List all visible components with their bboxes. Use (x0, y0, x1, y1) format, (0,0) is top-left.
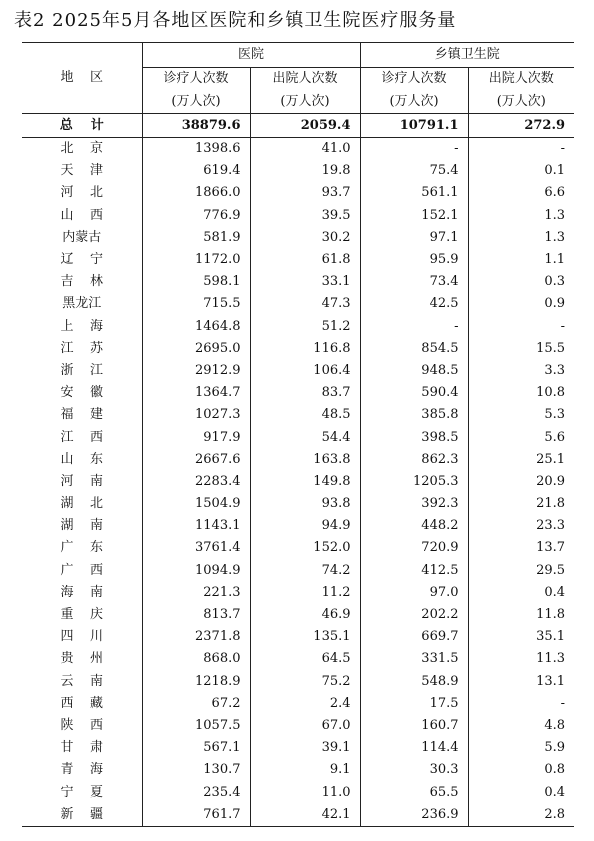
township-visits-value: 561.1 (360, 182, 468, 204)
township-visits-value: 720.9 (360, 537, 468, 559)
hospital-visits-value: 2695.0 (142, 338, 250, 360)
hospital-visits-value: 1057.5 (142, 715, 250, 737)
table-row (22, 626, 574, 648)
township-visits-value: 42.5 (360, 293, 468, 315)
hospital-discharges-value: 67.0 (250, 715, 360, 737)
region-name: 广 东 (60, 540, 104, 556)
township-discharges-value: 25.1 (468, 449, 574, 471)
hospital-visits-value: 813.7 (142, 604, 250, 626)
hospital-visits-value: 1143.1 (142, 515, 250, 537)
township-discharges-value: 272.9 (468, 114, 574, 138)
township-visits-value: 30.3 (360, 759, 468, 781)
table-row (22, 648, 574, 670)
township-visits-value: 385.8 (360, 404, 468, 426)
township-visits-value: 114.4 (360, 737, 468, 759)
township-discharges-value: 35.1 (468, 626, 574, 648)
hospital-visits-value: 917.9 (142, 426, 250, 448)
township-discharges-value: 1.3 (468, 227, 574, 249)
table-body (22, 114, 574, 827)
hospital-discharges-value: 75.2 (250, 671, 360, 693)
table-row (22, 360, 574, 382)
hospital-discharges-value: 2.4 (250, 693, 360, 715)
township-discharges-value: 0.4 (468, 582, 574, 604)
hospital-discharges-value: 39.5 (250, 205, 360, 227)
table-row (22, 426, 574, 448)
hospital-visits-value: 776.9 (142, 205, 250, 227)
table-row (22, 737, 574, 759)
township-discharges-value: 3.3 (468, 360, 574, 382)
table-row (22, 249, 574, 271)
hospital-discharges-value: 41.0 (250, 138, 360, 161)
statistics-table (22, 42, 574, 827)
township-discharges-value: 15.5 (468, 338, 574, 360)
region-name: 云 南 (60, 673, 104, 689)
table-row (22, 382, 574, 404)
table-row (22, 537, 574, 559)
region-name: 内蒙古 (62, 229, 102, 245)
township-visits-value: 10791.1 (360, 114, 468, 138)
table-row (22, 138, 574, 161)
township-discharges-value: 1.3 (468, 205, 574, 227)
region-name: 海 南 (60, 584, 104, 600)
table-row (22, 493, 574, 515)
hospital-discharges-value: 11.2 (250, 582, 360, 604)
township-discharges-value: 0.3 (468, 271, 574, 293)
hospital-discharges-value: 93.7 (250, 182, 360, 204)
region-name: 江 苏 (60, 340, 104, 356)
hospital-discharges-value: 9.1 (250, 759, 360, 781)
hospital-visits-value: 1364.7 (142, 382, 250, 404)
township-discharges-value: 10.8 (468, 382, 574, 404)
unit-label: (万人次) (468, 90, 574, 114)
region-name: 新 疆 (22, 804, 142, 827)
township-discharges-value: - (468, 693, 574, 715)
hospital-discharges-value: 19.8 (250, 160, 360, 182)
hospital-discharges-value: 2059.4 (250, 114, 360, 138)
hospital-discharges-value: 51.2 (250, 316, 360, 338)
township-visits-value: 412.5 (360, 560, 468, 582)
township-visits-value: 17.5 (360, 693, 468, 715)
township-discharges-value: 11.3 (468, 648, 574, 670)
hospital-visits-value: 761.7 (142, 804, 250, 827)
table-row (22, 404, 574, 426)
hospital-visits-value: 130.7 (142, 759, 250, 781)
hospital-visits-value: 1464.8 (142, 316, 250, 338)
township-discharges-value: 0.8 (468, 759, 574, 781)
table-row (22, 759, 574, 781)
township-visits-value: 331.5 (360, 648, 468, 670)
table-header (22, 43, 574, 114)
township-visits-value: - (360, 138, 468, 161)
hospital-discharges-value: 42.1 (250, 804, 360, 827)
township-visits-header: 诊疗人次数 (360, 68, 468, 91)
region-name: 江 西 (60, 429, 104, 445)
hospital-discharges-value: 163.8 (250, 449, 360, 471)
region-name: 黑龙江 (62, 296, 102, 312)
table-row (22, 227, 574, 249)
township-visits-value: - (360, 316, 468, 338)
hospital-discharges-value: 54.4 (250, 426, 360, 448)
table-row (22, 515, 574, 537)
hospital-discharges-value: 94.9 (250, 515, 360, 537)
table-row (22, 205, 574, 227)
region-name: 天 津 (60, 163, 104, 179)
region-name: 陕 西 (60, 717, 104, 733)
township-visits-value: 75.4 (360, 160, 468, 182)
hospital-visits-value: 1218.9 (142, 671, 250, 693)
hospital-visits-value: 1094.9 (142, 560, 250, 582)
hospital-discharges-value: 48.5 (250, 404, 360, 426)
table-row (22, 182, 574, 204)
region-name: 湖 南 (60, 518, 104, 534)
hospital-discharges-value: 152.0 (250, 537, 360, 559)
region-name: 浙 江 (60, 362, 104, 378)
hospital-visits-value: 2667.6 (142, 449, 250, 471)
hospital-visits-value: 2912.9 (142, 360, 250, 382)
unit-label: (万人次) (250, 90, 360, 114)
table-row (22, 604, 574, 626)
hospital-discharges-value: 83.7 (250, 382, 360, 404)
unit-label: (万人次) (142, 90, 250, 114)
township-visits-value: 160.7 (360, 715, 468, 737)
hospital-visits-value: 221.3 (142, 582, 250, 604)
region-name: 青 海 (60, 762, 104, 778)
township-visits-value: 448.2 (360, 515, 468, 537)
hospital-discharges-value: 64.5 (250, 648, 360, 670)
township-discharges-value: 5.6 (468, 426, 574, 448)
hospital-discharges-value: 33.1 (250, 271, 360, 293)
hospital-discharges-header: 出院人次数 (250, 68, 360, 91)
table-row (22, 693, 574, 715)
township-visits-value: 854.5 (360, 338, 468, 360)
township-group-header: 乡镇卫生院 (360, 43, 574, 68)
township-visits-value: 1205.3 (360, 471, 468, 493)
hospital-discharges-value: 47.3 (250, 293, 360, 315)
region-name: 北 京 (60, 141, 104, 157)
region-name: 河 北 (60, 185, 104, 201)
table-row (22, 582, 574, 604)
hospital-visits-value: 567.1 (142, 737, 250, 759)
hospital-discharges-value: 106.4 (250, 360, 360, 382)
region-name: 吉 林 (60, 274, 104, 290)
township-discharges-value: 29.5 (468, 560, 574, 582)
township-discharges-value: 20.9 (468, 471, 574, 493)
township-discharges-value: 1.1 (468, 249, 574, 271)
township-discharges-value: 0.4 (468, 781, 574, 803)
township-discharges-value: 2.8 (468, 804, 574, 827)
hospital-visits-value: 598.1 (142, 271, 250, 293)
hospital-visits-value: 67.2 (142, 693, 250, 715)
region-name: 上 海 (60, 318, 104, 334)
table-row (22, 449, 574, 471)
hospital-visits-value: 1398.6 (142, 138, 250, 161)
township-visits-value: 590.4 (360, 382, 468, 404)
township-discharges-value: 11.8 (468, 604, 574, 626)
table-row (22, 293, 574, 315)
township-visits-value: 73.4 (360, 271, 468, 293)
hospital-discharges-value: 30.2 (250, 227, 360, 249)
region-name: 总 计 (22, 114, 142, 138)
table-row (22, 560, 574, 582)
township-visits-value: 669.7 (360, 626, 468, 648)
township-visits-value: 152.1 (360, 205, 468, 227)
hospital-visits-value: 581.9 (142, 227, 250, 249)
hospital-visits-value: 2283.4 (142, 471, 250, 493)
region-name: 辽 宁 (60, 252, 104, 268)
township-visits-value: 392.3 (360, 493, 468, 515)
township-visits-value: 97.1 (360, 227, 468, 249)
hospital-visits-value: 1172.0 (142, 249, 250, 271)
township-discharges-value: 23.3 (468, 515, 574, 537)
hospital-discharges-value: 39.1 (250, 737, 360, 759)
unit-label: (万人次) (360, 90, 468, 114)
township-visits-value: 948.5 (360, 360, 468, 382)
region-name: 河 南 (60, 473, 104, 489)
hospital-visits-value: 3761.4 (142, 537, 250, 559)
hospital-discharges-value: 74.2 (250, 560, 360, 582)
township-discharges-value: 6.6 (468, 182, 574, 204)
township-discharges-value: 13.7 (468, 537, 574, 559)
region-name: 安 徽 (60, 385, 104, 401)
region-name: 四 川 (60, 629, 104, 645)
hospital-visits-value: 38879.6 (142, 114, 250, 138)
township-discharges-value: 0.9 (468, 293, 574, 315)
hospital-visits-value: 1027.3 (142, 404, 250, 426)
hospital-discharges-value: 46.9 (250, 604, 360, 626)
hospital-discharges-value: 149.8 (250, 471, 360, 493)
table-row (22, 804, 574, 827)
hospital-visits-value: 235.4 (142, 781, 250, 803)
region-name: 甘 肃 (60, 740, 104, 756)
township-discharges-value: 0.1 (468, 160, 574, 182)
township-discharges-value: 21.8 (468, 493, 574, 515)
township-visits-value: 97.0 (360, 582, 468, 604)
region-name: 广 西 (60, 562, 104, 578)
table-row (22, 781, 574, 803)
hospital-visits-value: 1504.9 (142, 493, 250, 515)
hospital-discharges-value: 61.8 (250, 249, 360, 271)
township-visits-value: 65.5 (360, 781, 468, 803)
region-name: 宁 夏 (60, 784, 104, 800)
township-discharges-header: 出院人次数 (468, 68, 574, 91)
township-discharges-value: - (468, 138, 574, 161)
hospital-visits-value: 715.5 (142, 293, 250, 315)
hospital-discharges-value: 11.0 (250, 781, 360, 803)
region-name: 山 西 (60, 207, 104, 223)
region-name: 山 东 (60, 451, 104, 467)
hospital-discharges-value: 135.1 (250, 626, 360, 648)
hospital-visits-value: 2371.8 (142, 626, 250, 648)
region-name: 湖 北 (60, 496, 104, 512)
total-row (22, 114, 574, 138)
table-row (22, 338, 574, 360)
region-name: 贵 州 (60, 651, 104, 667)
hospital-discharges-value: 116.8 (250, 338, 360, 360)
hospital-visits-value: 1866.0 (142, 182, 250, 204)
table-row (22, 316, 574, 338)
township-discharges-value: 5.3 (468, 404, 574, 426)
township-discharges-value: 4.8 (468, 715, 574, 737)
township-visits-value: 548.9 (360, 671, 468, 693)
township-visits-value: 398.5 (360, 426, 468, 448)
table-title: 表2 2025年5月各地区医院和乡镇卫生院医疗服务量 (14, 10, 457, 31)
table-row (22, 160, 574, 182)
township-visits-value: 236.9 (360, 804, 468, 827)
township-visits-value: 95.9 (360, 249, 468, 271)
township-discharges-value: 5.9 (468, 737, 574, 759)
township-discharges-value: - (468, 316, 574, 338)
hospital-visits-header: 诊疗人次数 (142, 68, 250, 91)
hospital-group-header: 医院 (142, 43, 360, 68)
table-row (22, 471, 574, 493)
hospital-visits-value: 868.0 (142, 648, 250, 670)
region-name: 重 庆 (60, 607, 104, 623)
hospital-visits-value: 619.4 (142, 160, 250, 182)
region-name: 西 藏 (60, 695, 104, 711)
township-visits-value: 862.3 (360, 449, 468, 471)
region-header: 地 区 (22, 43, 142, 114)
township-discharges-value: 13.1 (468, 671, 574, 693)
table-row (22, 271, 574, 293)
table-row (22, 671, 574, 693)
region-name: 福 建 (60, 407, 104, 423)
table-row (22, 715, 574, 737)
township-visits-value: 202.2 (360, 604, 468, 626)
hospital-discharges-value: 93.8 (250, 493, 360, 515)
